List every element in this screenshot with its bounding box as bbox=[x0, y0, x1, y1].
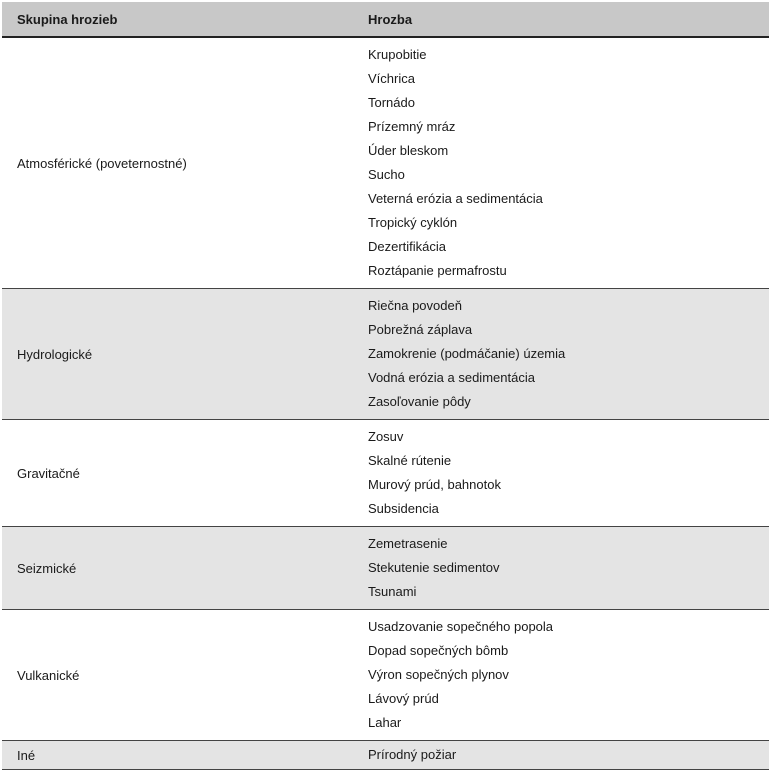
table-row bbox=[2, 289, 769, 420]
hazard-group-name: Vulkanické bbox=[17, 667, 80, 683]
hazard-item: Prírodný požiar bbox=[368, 747, 457, 762]
hazard-item: Riečna povodeň bbox=[368, 298, 462, 313]
table-row bbox=[2, 610, 769, 741]
hazard-item: Subsidencia bbox=[368, 501, 439, 516]
hazard-item: Murový prúd, bahnotok bbox=[368, 477, 501, 492]
table-body bbox=[2, 37, 769, 770]
hazard-item: Roztápanie permafrostu bbox=[368, 263, 507, 278]
hazard-group-name: Atmosférické (poveternostné) bbox=[17, 155, 187, 171]
hazard-item: Tornádo bbox=[368, 95, 415, 110]
hazard-item: Dezertifikácia bbox=[368, 239, 447, 254]
hazard-list bbox=[353, 610, 769, 741]
hazard-group-name: Gravitačné bbox=[17, 465, 80, 481]
hazard-item: Skalné rútenie bbox=[368, 453, 452, 468]
hazard-group-name: Hydrologické bbox=[17, 346, 93, 362]
hazard-table bbox=[2, 2, 769, 770]
hazard-list bbox=[353, 741, 769, 770]
hazard-list bbox=[353, 420, 769, 527]
hazard-item: Prízemný mráz bbox=[368, 119, 456, 134]
hazard-item: Pobrežná záplava bbox=[368, 322, 473, 337]
hazard-list bbox=[353, 527, 769, 610]
hazard-item: Sucho bbox=[368, 167, 405, 182]
header-hazard: Hrozba bbox=[353, 2, 769, 37]
table-header bbox=[2, 2, 769, 37]
hazard-item: Usadzovanie sopečného popola bbox=[368, 619, 554, 634]
hazard-item: Zasoľovanie pôdy bbox=[368, 394, 471, 409]
hazard-item: Zosuv bbox=[368, 429, 404, 444]
hazard-item: Tsunami bbox=[368, 584, 417, 599]
hazard-list bbox=[353, 289, 769, 420]
header-hazard-group: Skupina hrozieb bbox=[2, 2, 353, 37]
hazard-item: Výron sopečných plynov bbox=[368, 667, 509, 682]
hazard-group-name: Seizmické bbox=[17, 560, 77, 576]
table-row bbox=[2, 527, 769, 610]
hazard-item: Úder bleskom bbox=[368, 143, 449, 158]
hazard-item: Tropický cyklón bbox=[368, 215, 458, 230]
hazard-item: Stekutenie sedimentov bbox=[368, 560, 500, 575]
hazard-list bbox=[353, 37, 769, 289]
hazard-item: Lahar bbox=[368, 715, 402, 730]
hazard-item: Vodná erózia a sedimentácia bbox=[368, 370, 535, 385]
header-row bbox=[2, 2, 769, 37]
hazard-group-name: Iné bbox=[17, 747, 36, 763]
hazard-item: Dopad sopečných bômb bbox=[368, 643, 509, 658]
hazard-item: Krupobitie bbox=[368, 47, 427, 62]
hazard-item: Zemetrasenie bbox=[368, 536, 448, 551]
table-row bbox=[2, 420, 769, 527]
hazard-item: Víchrica bbox=[368, 71, 415, 86]
table-row bbox=[2, 741, 769, 770]
table-row bbox=[2, 37, 769, 289]
hazard-item: Lávový prúd bbox=[368, 691, 439, 706]
hazard-item: Zamokrenie (podmáčanie) územia bbox=[368, 346, 566, 361]
hazard-item: Veterná erózia a sedimentácia bbox=[368, 191, 543, 206]
